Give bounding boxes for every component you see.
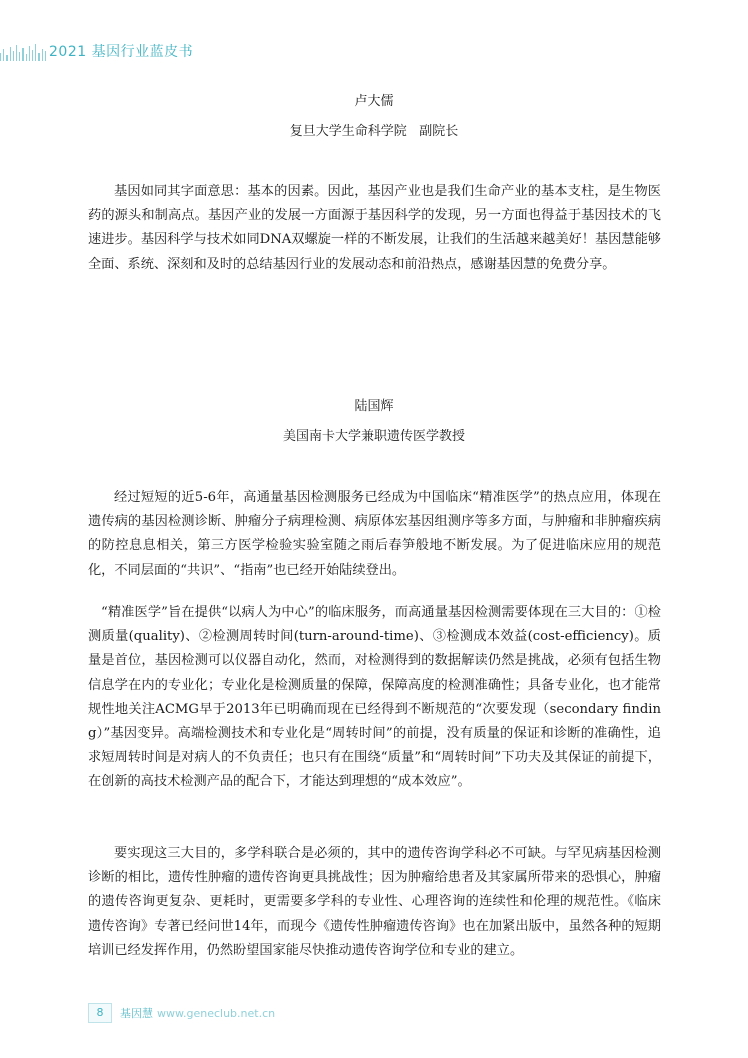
author-block-1	[0, 92, 748, 142]
footer-brand: 基因慧	[120, 1007, 153, 1020]
author-title: 美国南卡大学兼职遗传医学教授	[282, 429, 465, 444]
page-header	[0, 38, 400, 66]
author-name: 卢大儒	[354, 94, 394, 109]
paragraph: “精准医学”旨在提供“以病人为中心”的临床服务，而高通量基因检测需要体现在三大目的：①检测质量(quality)、②检测周转时间(turn-around-time)、③检测成本效益(cost-efficiency)。质量是首位，基因检测可以仪器自动化，然而，对检测得到的数据解读仍然是挑战，必须有包括生物信息学在内的专业化；专业化是检测质量的保障，保障高度的检测准确性；具备专业化，也才能常规性地关注ACMG早于2013年已明确而现在已经得到不断规范的“次要发现（secondary finding）”基因变异。高端检测技术和专业化是“周转时间”的前提，没有质量的保证和诊断的准确性，追求短周转时间是对病人的不负责任；也只有在围绕“质量”和“周转时间”下功夫及其保证的前提下，在创新的高技术检测产品的配合下，才能达到理想的“成本效应”。	[88, 605, 661, 790]
author-name: 陆国辉	[354, 399, 394, 414]
paragraph: 基因如同其字面意思：基本的因素。因此，基因产业也是我们生命产业的基本支柱，是生物医药的源头和制高点。基因产业的发展一方面源于基因科学的发现，另一方面也得益于基因技术的飞速进步。基因科学与技术如同DNA双螺旋一样的不断发展，让我们的生活越来越美好！基因慧能够全面、系统、深刻和及时的总结基因行业的发展动态和前沿热点，感谢基因慧的免费分享。	[88, 184, 661, 272]
page-number: 8	[88, 1003, 112, 1023]
barcode-logo-icon	[0, 43, 46, 61]
author-title: 复旦大学生命科学院 副院长	[289, 124, 459, 139]
paragraph: 要实现这三大目的，多学科联合是必须的，其中的遗传咨询学科必不可缺。与罕见病基因检测诊断的相比，遗传性肿瘤的遗传咨询更具挑战性；因为肿瘤给患者及其家属所带来的恐惧心，肿瘤的遗传咨询更复杂、更耗时，更需要多学科的专业性、心理咨询的连续性和伦理的规范性。《临床遗传咨询》专著已经问世14年，而现今《遗传性肿瘤遗传咨询》也在加紧出版中，虽然各种的短期培训已经发挥作用，仍然盼望国家能尽快推动遗传咨询学位和专业的建立。	[88, 846, 661, 958]
author-block-2	[0, 397, 748, 447]
header-title: 2021 基因行业蓝皮书	[49, 44, 194, 60]
footer-url-link[interactable]: www.geneclub.net.cn	[157, 1006, 276, 1020]
page-footer	[88, 1003, 275, 1023]
paragraph: 经过短短的近5-6年，高通量基因检测服务已经成为中国临床“精准医学”的热点应用，体现在遗传病的基因检测诊断、肿瘤分子病理检测、病原体宏基因组测序等多方面，与肿瘤和非肿瘤疾病的防控息息相关，第三方医学检验实验室随之雨后春笋般地不断发展。为了促进临床应用的规范化，不同层面的“共识”、“指南”也已经开始陆续登出。	[88, 490, 661, 578]
